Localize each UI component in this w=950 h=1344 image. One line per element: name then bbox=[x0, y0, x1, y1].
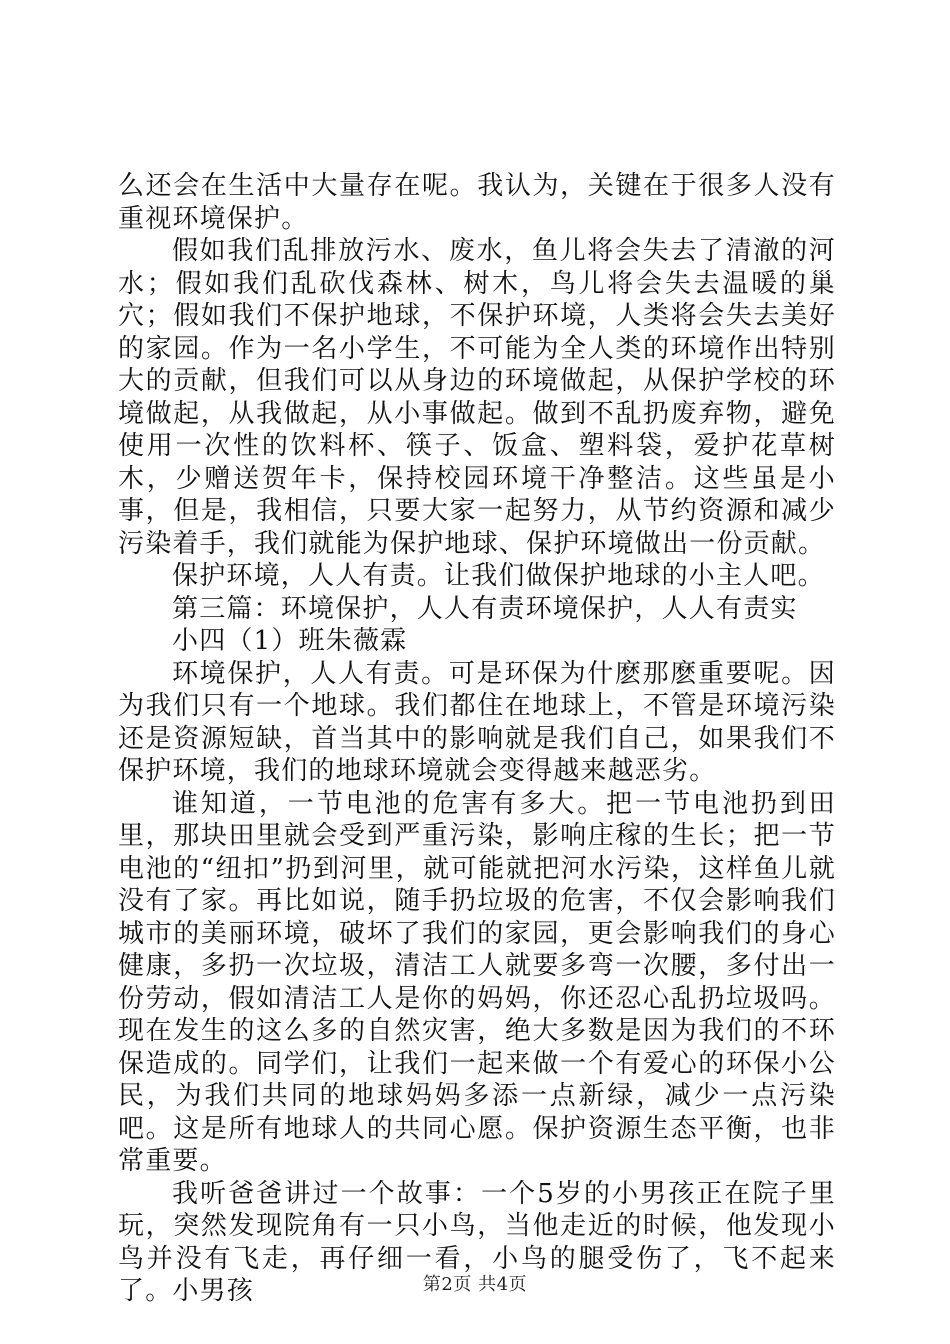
paragraph-2: 假如我们乱排放污水、废水，鱼儿将会失去了清澈的河水；假如我们乱砍伐森林、树木，鸟儿将会失去温暖的巢穴；假如我们不保护地球，不保护环境，人类将会失去美好的家园。作为一名小学生，不可能为全人类的环境作出特别大的贡献，但我们可以从身边的环境做起，从保护学校的环境做起，从我做起，从小事做起。做到不乱扔废弃物，避免使用一次性的饮料杯、筷子、饭盒、塑料袋，爱护花草树木，少赠送贺年卡，保持校园环境干净整洁。这些虽是小事，但是，我相信，只要大家一起努力，从节约资源和减少污染着手，我们就能为保护地球、保护环境做出一份贡献。 bbox=[118, 236, 836, 559]
page-number-footer: 第2页 共4页 bbox=[422, 1274, 528, 1295]
paragraph-6: 环境保护，人人有责。可是环保为什麽那麽重要呢。因为我们只有一个地球。我们都住在地球上，不管是环境污染还是资源短缺，首当其中的影响就是我们自己，如果我们不保护环境，我们的地球环境就会变得越来越恶劣。 bbox=[118, 658, 836, 786]
paragraph-3: 保护环境，人人有责。让我们做保护地球的小主人吧。 bbox=[172, 561, 825, 591]
paragraph-8: 我听爸爸讲过一个故事：一个5岁的小男孩正在院子里玩，突然发现院角有一只小鸟，当他走近的时候，他发现小鸟并没有飞走，再仔细一看，小鸟的腿受伤了，飞不起来了。小男孩 bbox=[118, 1178, 836, 1306]
section-title: 第三篇：环境保护，人人有责环境保护，人人有责实 bbox=[172, 593, 798, 624]
author-line: 小四（1）班朱薇霖 bbox=[172, 626, 408, 656]
paragraph-7: 谁知道，一节电池的危害有多大。把一节电池扔到田里，那块田里就会受到严重污染，影响庄稼的生长；把一节电池的“纽扣”扔到河里，就可能就把河水污染，这样鱼儿就没有了家。再比如说，随手扔垃圾的危害，不仅会影响我们城市的美丽环境，破坏了我们的家园，更会影响我们的身心健康，多扔一次垃圾，清洁工人就要多弯一次腰，多付出一份劳动，假如清洁工人是你的妈妈，你还忍心乱扔垃圾吗。现在发生的这么多的自然灾害，绝大多数是因为我们的不环保造成的。同学们，让我们一起来做一个有爱心的环保小公民，为我们共同的地球妈妈多添一点新绿，减少一点污染吧。这是所有地球人的共同心愿。保护资源生态平衡，也非常重要。 bbox=[118, 788, 836, 1176]
document-body bbox=[118, 170, 836, 1308]
paragraph-1: 么还会在生活中大量存在呢。我认为，关键在于很多人没有重视环境保护。 bbox=[118, 171, 836, 234]
